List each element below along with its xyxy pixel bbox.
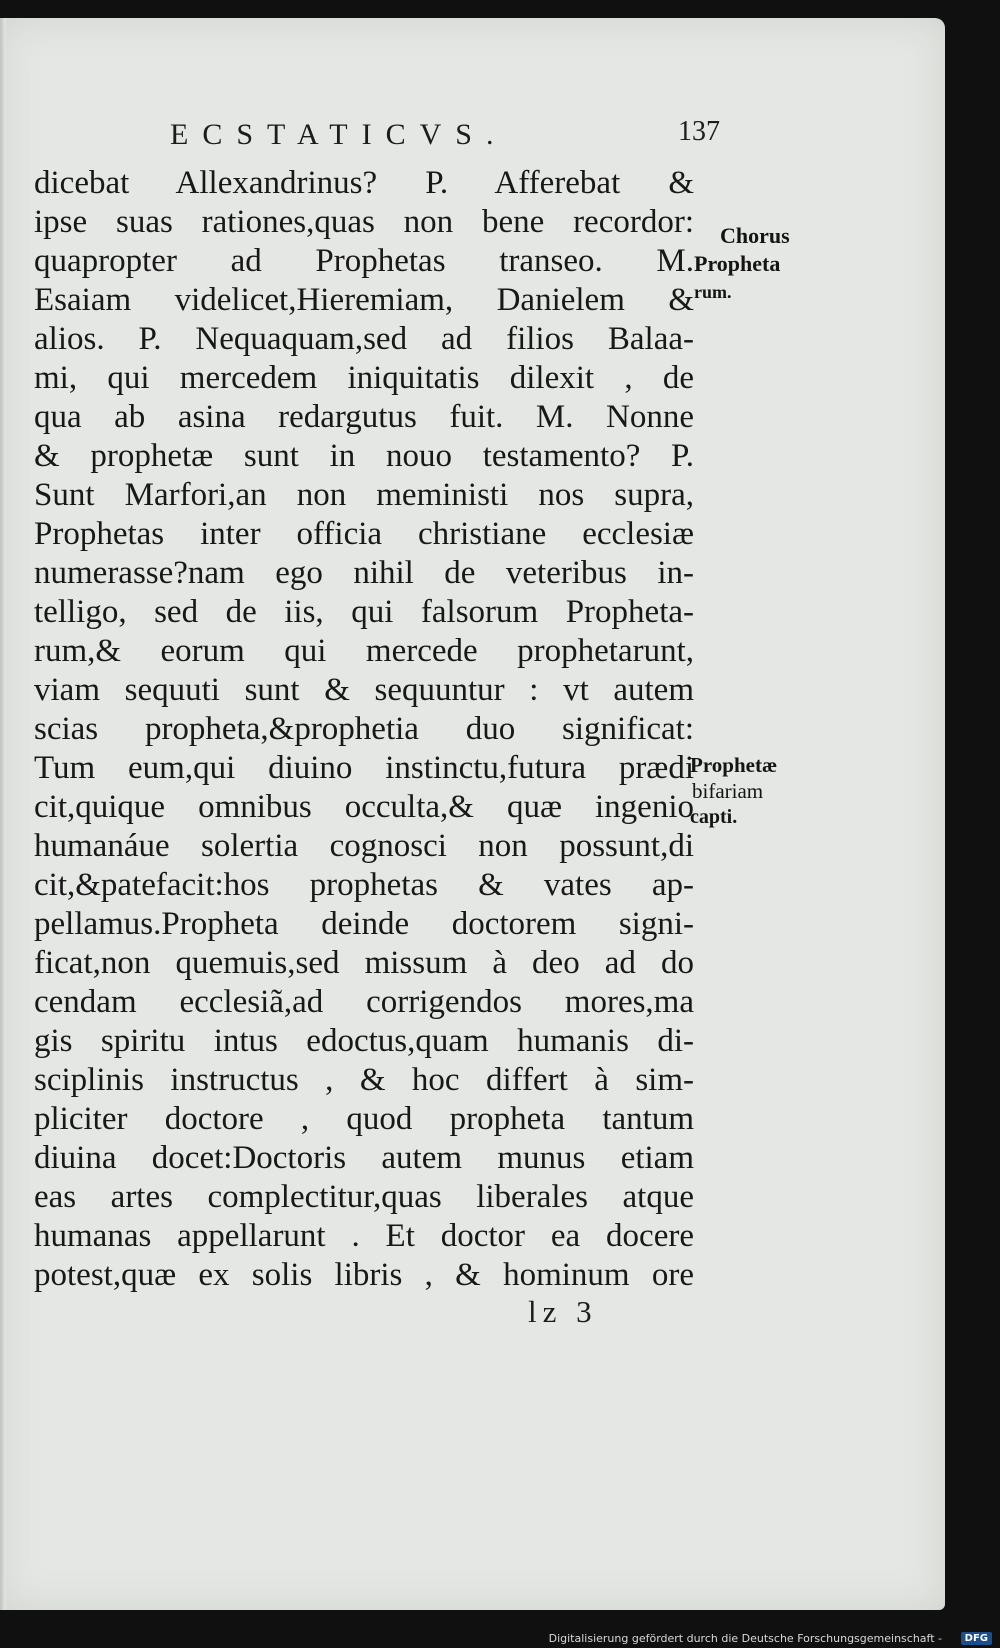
text-line: ipse suas rationes,quas non bene recordor: [34,204,694,240]
text-line: Esaiam videlicet,Hieremiam, Danielem & [34,282,694,318]
marginal-note-line: Prophetæ [690,753,778,777]
running-head [0,110,945,160]
book-page [0,18,945,1610]
digitization-footer [0,1626,1000,1648]
text-line: pliciter doctore , quod propheta tantum [34,1101,694,1137]
text-line: numerasse?nam ego nihil de veteribus in- [34,555,694,591]
marginal-note-line: capti. [690,806,738,828]
text-line: mi, qui mercedem iniquitatis dilexit , de [34,360,694,396]
body-text [34,164,694,1295]
marginal-note-chorus [694,222,790,306]
text-line: pellamus.Propheta deinde doctorem signi- [34,906,694,942]
dfg-logo: DFG [961,1632,992,1645]
text-line: Prophetas inter officia christiane ecclesiæ [34,516,694,552]
text-line: viam sequuti sunt & sequuntur : vt autem [34,672,694,708]
text-line: Tum eum,qui diuino instinctu,futura prædi [34,750,694,786]
marginal-note-line: bifariam [692,779,764,803]
footer-credit: Digitalisierung gefördert durch die Deutsche Forschungsgemeinschaft - [548,1632,942,1645]
text-line: quapropter ad Prophetas transeo. M. [34,243,694,279]
signature-mark: lz 3 [528,1294,598,1329]
marginal-note-line: Chorus [720,223,790,248]
text-line: cit,quique omnibus occulta,& quæ ingenio [34,789,694,825]
text-line: gis spiritu intus edoctus,quam humanis di- [34,1023,694,1059]
text-line: rum,& eorum qui mercede prophetarunt, [34,633,694,669]
text-line: & prophetæ sunt in nouo testamento? P. [34,438,694,474]
page-number: 137 [678,116,720,147]
text-line: alios. P. Nequaquam,sed ad filios Balaa- [34,321,694,357]
page-edge [0,18,6,1610]
text-line: cendam ecclesiã,ad corrigendos mores,ma [34,984,694,1020]
text-line: eas artes complectitur,quas liberales atque [34,1179,694,1215]
text-line: ficat,non quemuis,sed missum à deo ad do [34,945,694,981]
text-line: qua ab asina redargutus fuit. M. Nonne [34,399,694,435]
text-line: cit,&patefacit:hos prophetas & vates ap- [34,867,694,903]
text-line: telligo, sed de iis, qui falsorum Propheta- [34,594,694,630]
text-line: potest,quæ ex solis libris , & hominum ore [34,1257,694,1293]
marginal-note-line: Propheta [694,251,781,276]
text-line: scias propheta,&prophetia duo significat: [34,711,694,747]
running-head-title: ECSTATICVS. [170,118,508,151]
text-line: Sunt Marfori,an non meministi nos supra, [34,477,694,513]
marginal-note-line: rum. [694,282,732,302]
marginal-note-prophetae [690,752,777,830]
text-line: humanas appellarunt . Et doctor ea docere [34,1218,694,1254]
text-line: sciplinis instructus , & hoc differt à sim- [34,1062,694,1098]
text-line: humanáue solertia cognosci non possunt,di [34,828,694,864]
text-line: dicebat Allexandrinus? P. Afferebat & [34,165,694,201]
text-line: diuina docet:Doctoris autem munus etiam [34,1140,694,1176]
